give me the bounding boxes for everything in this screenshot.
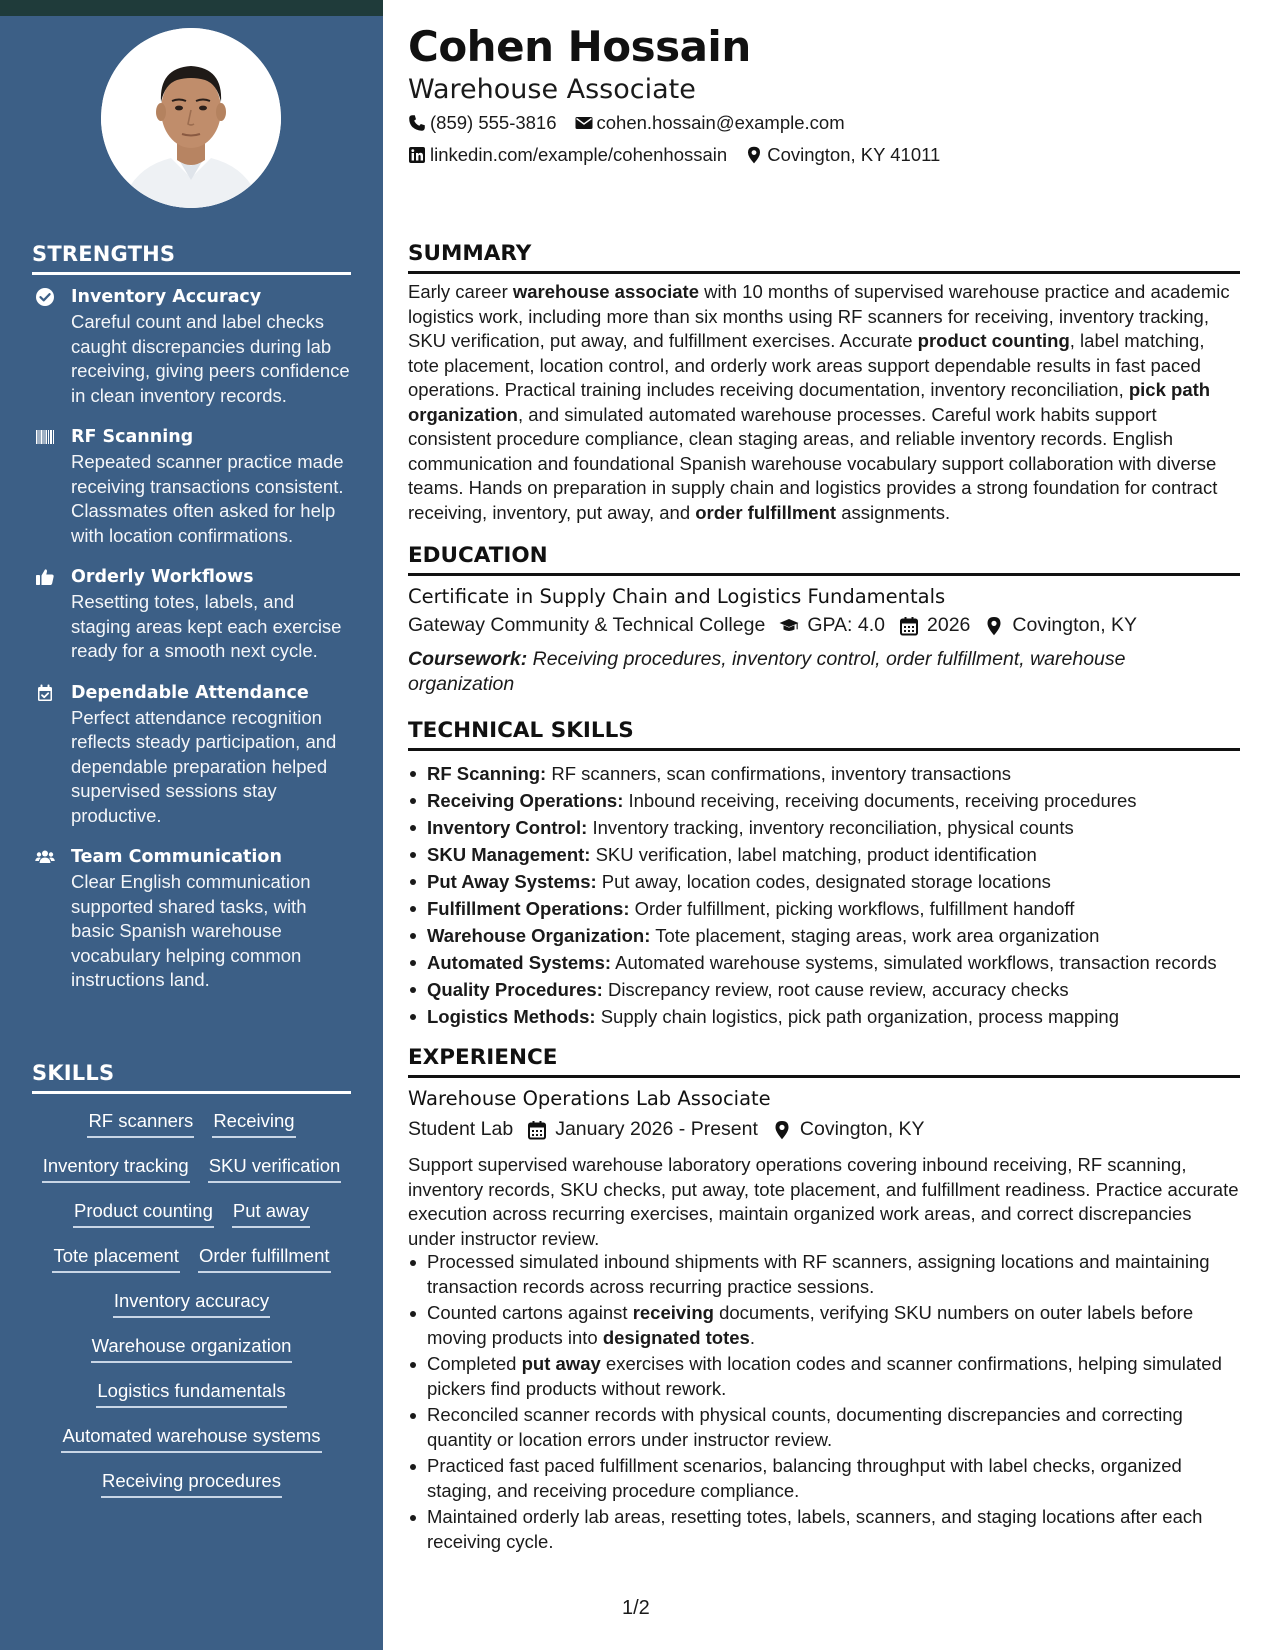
skill-tag: Logistics fundamentals — [96, 1378, 286, 1408]
phone-number: (859) 555-3816 — [430, 112, 557, 133]
contact-row — [408, 144, 958, 166]
sidebar — [0, 0, 383, 1650]
skill-details: Automated warehouse systems, simulated workflows, transaction records — [611, 952, 1217, 973]
page-number: 1/2 — [622, 1597, 650, 1619]
skill-tag: Put away — [232, 1198, 310, 1228]
year-item — [899, 614, 970, 637]
skill-details: Inventory tracking, inventory reconciliation, physical counts — [587, 817, 1074, 838]
skill-tag: Product counting — [73, 1198, 214, 1228]
job-location: Covington, KY — [799, 1118, 925, 1140]
experience-meta — [408, 1118, 939, 1141]
skill-details: Supply chain logistics, pick path organization, process mapping — [595, 1006, 1119, 1027]
list-item — [408, 760, 1240, 787]
skill-row — [32, 1108, 351, 1153]
gpa-text: GPA: 4.0 — [807, 614, 885, 636]
summary-heading: SUMMARY — [408, 241, 1240, 274]
skill-tag: Inventory accuracy — [113, 1288, 270, 1318]
list-item — [408, 787, 1240, 814]
bold-text: order fulfillment — [695, 501, 837, 523]
degree-title: Certificate in Supply Chain and Logistics Fundamentals — [408, 585, 946, 608]
location-text: Covington, KY 41011 — [767, 144, 941, 165]
year-text: 2026 — [927, 614, 971, 636]
list-item — [408, 1003, 1240, 1030]
education-heading: EDUCATION — [408, 543, 1240, 576]
skill-tag: Inventory tracking — [42, 1153, 190, 1183]
coursework — [408, 647, 1168, 696]
skill-details: SKU verification, label matching, product identification — [590, 844, 1037, 865]
strength-title: Team Communication — [71, 847, 282, 867]
skill-tag: RF scanners — [87, 1108, 194, 1138]
bold-text: pick path organization — [408, 379, 1211, 425]
map-pin-icon — [984, 616, 1004, 636]
summary-text: Early career warehouse associate with 10 months of supervised warehouse practice and academic logistics work, including more than six months using RF scanners for receiving, inventory tracking, SKU verification, put away, and fulfillment exercises. Accurate product counting, label matching, tote placement, location control, and orderly work areas support dependable results in fast paced operations. Practical training includes receiving documentation, inventory reconciliation, pick path organization, and simulated automated warehouse processes. Careful work habits support consistent procedure compliance, clean staging areas, and reliable inventory records. English communication and foundational Spanish warehouse vocabulary support collaboration with diverse teams. Hands on preparation in supply chain and logistics provides a strong foundation for contract receiving, inventory, put away, and order fulfillment assignments. — [408, 281, 1230, 523]
strength-item — [32, 845, 352, 993]
list-item — [408, 922, 1240, 949]
phone-icon — [408, 114, 426, 132]
map-pin-icon — [772, 1120, 792, 1140]
email-address: cohen.hossain@example.com — [596, 112, 845, 133]
list-item — [408, 895, 1240, 922]
skill-category: Quality Procedures: — [427, 979, 603, 1000]
linkedin-icon — [408, 146, 426, 164]
skill-details: Tote placement, staging areas, work area organization — [650, 925, 1100, 946]
bold-text: designated totes — [602, 1326, 750, 1348]
gpa-item — [779, 614, 885, 637]
skill-category: Automated Systems: — [427, 952, 612, 973]
skill-details: Discrepancy review, root cause review, accuracy checks — [602, 979, 1069, 1000]
dates-item — [527, 1118, 758, 1141]
strength-item — [32, 425, 352, 548]
profile-photo — [101, 28, 281, 208]
skill-details: Inbound receiving, receiving documents, receiving procedures — [623, 790, 1137, 811]
coursework-list: Receiving procedures, inventory control, order fulfillment, warehouse organization — [408, 648, 1126, 695]
experience-bullets — [408, 1250, 1240, 1556]
skill-tag: Receiving procedures — [101, 1468, 282, 1498]
experience-job-title: Warehouse Operations Lab Associate — [408, 1087, 771, 1110]
skill-category: Receiving Operations: — [427, 790, 624, 811]
skill-row — [32, 1333, 351, 1378]
skill-row — [32, 1423, 351, 1468]
barcode-icon — [35, 427, 55, 447]
technical-skills-heading: TECHNICAL SKILLS — [408, 718, 1240, 751]
skill-tag: Tote placement — [52, 1243, 179, 1273]
employment-dates: January 2026 - Present — [555, 1118, 758, 1140]
strength-title: RF Scanning — [71, 427, 194, 447]
list-item: Reconciled scanner records with physical counts, documenting discrepancies and correcting quantity or location errors under instructor review. — [408, 1403, 1240, 1452]
skill-row — [32, 1198, 351, 1243]
skill-row — [32, 1153, 351, 1198]
technical-skills-list — [408, 760, 1240, 1030]
skill-category: Inventory Control: — [427, 817, 588, 838]
list-item — [408, 814, 1240, 841]
list-item: Counted cartons against receiving documents, verifying SKU numbers on outer labels before moving products into designated totes. — [408, 1301, 1240, 1350]
skill-category: Warehouse Organization: — [427, 925, 651, 946]
phone-contact[interactable] — [408, 112, 557, 134]
skill-category: RF Scanning: — [427, 763, 547, 784]
employer-name: Student Lab — [408, 1118, 514, 1140]
strength-description: Repeated scanner practice made receiving transactions consistent. Classmates often asked for help with location confirmations. — [71, 451, 344, 546]
list-item: Processed simulated inbound shipments with RF scanners, assigning locations and maintaining transaction records across recurring practice sessions. — [408, 1250, 1240, 1299]
list-item: Maintained orderly lab areas, resetting totes, labels, scanners, and staging locations after each receiving cycle. — [408, 1505, 1240, 1554]
list-item: Completed put away exercises with location codes and scanner confirmations, helping simulated pickers find products without rework. — [408, 1352, 1240, 1401]
strength-description: Careful count and label checks caught discrepancies during lab receiving, giving peers confidence in clean inventory records. — [71, 311, 350, 406]
list-item — [408, 976, 1240, 1003]
skill-category: Put Away Systems: — [427, 871, 597, 892]
strength-title: Inventory Accuracy — [71, 287, 262, 307]
thumbs-up-icon — [35, 567, 55, 587]
strengths-heading: STRENGTHS — [32, 242, 351, 275]
email-contact[interactable] — [575, 112, 845, 134]
school-location: Covington, KY — [1012, 614, 1138, 636]
skill-details: Put away, location codes, designated storage locations — [596, 871, 1051, 892]
skill-row — [32, 1288, 351, 1333]
strength-description: Resetting totes, labels, and staging areas kept each exercise ready for a smooth next cycle. — [71, 591, 342, 661]
skill-category: SKU Management: — [427, 844, 591, 865]
linkedin-contact[interactable] — [408, 144, 727, 166]
calendar-check-icon — [35, 683, 55, 703]
coursework-label: Coursework: — [408, 648, 528, 670]
strength-description: Clear English communication supported shared tasks, with basic Spanish warehouse vocabulary helping common instructions land. — [71, 871, 311, 990]
skill-tag: SKU verification — [208, 1153, 342, 1183]
bold-text: warehouse associate — [512, 281, 699, 302]
bold-text: put away — [521, 1353, 601, 1374]
strength-description: Perfect attendance recognition reflects steady participation, and dependable preparation helped supervised sessions stay productive. — [71, 706, 337, 826]
skill-details: Order fulfillment, picking workflows, fulfillment handoff — [629, 898, 1075, 919]
experience-description: Support supervised warehouse laboratory operations covering inbound receiving, RF scanning, inventory records, SKU checks, put away, tote placement, and fulfillment readiness. Practice accurate execution across recurring exercises, maintain organized work areas, and correct discrepancies under instructor review. — [408, 1154, 1239, 1249]
strength-item — [32, 565, 352, 664]
strength-item — [32, 681, 352, 829]
calendar-icon — [527, 1120, 547, 1140]
profile-photo-image — [101, 28, 281, 208]
skill-row — [32, 1468, 351, 1513]
school-location-item — [984, 614, 1137, 637]
contact-row — [408, 112, 863, 134]
list-item — [408, 868, 1240, 895]
strength-title: Dependable Attendance — [71, 682, 309, 703]
strength-title: Orderly Workflows — [71, 567, 254, 587]
skills-heading: SKILLS — [32, 1061, 351, 1094]
skill-row — [32, 1378, 351, 1423]
skill-row — [32, 1243, 351, 1288]
skill-category: Logistics Methods: — [427, 1006, 596, 1027]
skill-details: RF scanners, scan confirmations, inventory transactions — [546, 763, 1011, 784]
envelope-icon — [575, 114, 593, 132]
users-icon — [35, 847, 55, 867]
skill-tag: Receiving — [212, 1108, 295, 1138]
experience-heading: EXPERIENCE — [408, 1045, 1240, 1078]
job-title: Warehouse Associate — [408, 74, 696, 105]
candidate-name: Cohen Hossain — [408, 22, 751, 71]
skill-tag: Automated warehouse systems — [61, 1423, 321, 1453]
skill-tag: Warehouse organization — [91, 1333, 293, 1363]
graduation-cap-icon — [779, 616, 799, 636]
job-location-item — [772, 1118, 925, 1141]
list-item — [408, 949, 1240, 976]
education-meta — [408, 614, 1151, 637]
check-circle-icon — [35, 287, 55, 307]
list-item: Practiced fast paced fulfillment scenarios, balancing throughput with label checks, organized staging, and receiving procedure compliance. — [408, 1454, 1240, 1503]
list-item — [408, 841, 1240, 868]
map-pin-icon — [745, 146, 763, 164]
location-contact — [745, 144, 940, 166]
strength-item — [32, 285, 352, 408]
school-name: Gateway Community & Technical College — [408, 614, 766, 636]
bold-text: receiving — [632, 1302, 714, 1323]
bold-text: product counting — [917, 330, 1070, 351]
strengths-list — [32, 285, 352, 1010]
skills-tags — [32, 1108, 351, 1513]
linkedin-url: linkedin.com/example/cohenhossain — [430, 144, 728, 165]
calendar-icon — [899, 616, 919, 636]
skill-tag: Order fulfillment — [198, 1243, 331, 1273]
skill-category: Fulfillment Operations: — [427, 898, 630, 919]
sidebar-top-bar — [0, 0, 383, 16]
